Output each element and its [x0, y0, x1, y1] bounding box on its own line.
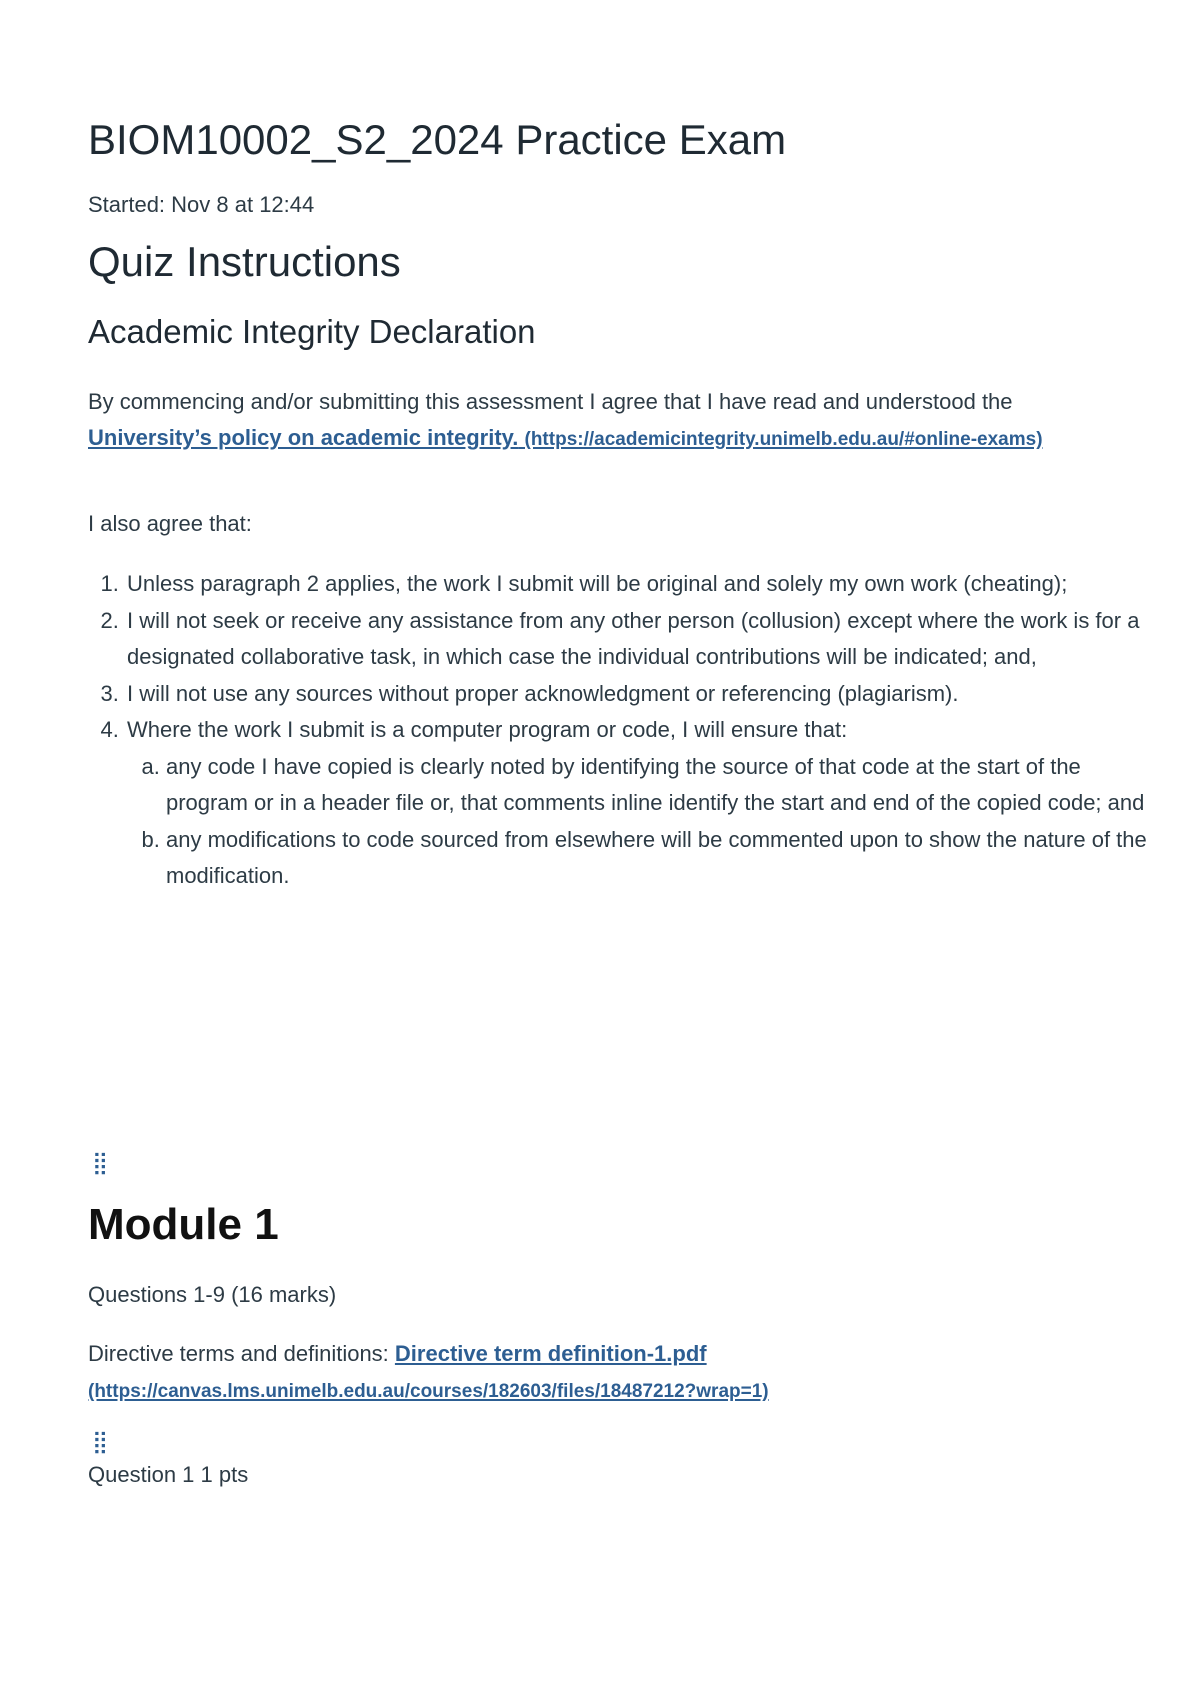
policy-link-url: (https://academicintegrity.unimelb.edu.au/#online-exams)	[524, 429, 1043, 450]
module-title: Module 1	[88, 1200, 279, 1249]
drag-handle-icon[interactable]: ⣿	[92, 1150, 108, 1175]
question-points: 1 pts	[200, 1462, 249, 1487]
declaration-intro-text: By commencing and/or submitting this assessment I agree that I have read and understood the	[88, 389, 1013, 414]
question-label: Question 1	[88, 1462, 195, 1487]
list-item-text: Where the work I submit is a computer program or code, I will ensure that:	[127, 717, 848, 742]
drag-handle-icon[interactable]: ⣿	[92, 1429, 108, 1454]
code-sublist	[127, 749, 1155, 895]
sublist-item: a. any code I have copied is clearly noted by identifying the source of that code at the start of the program or in a header file or, that comments inline identify the start and end of the copied code; and	[166, 749, 1155, 822]
exam-title: BIOM10002_S2_2024 Practice Exam	[88, 116, 787, 163]
list-item: 3. I will not use any sources without proper acknowledgment or referencing (plagiarism).	[125, 676, 1155, 713]
academic-integrity-heading: Academic Integrity Declaration	[88, 313, 536, 350]
directive-terms	[88, 1336, 1118, 1410]
module-questions-info: Questions 1-9 (16 marks)	[88, 1282, 337, 1307]
also-agree-text: I also agree that:	[88, 511, 252, 536]
declaration-intro	[88, 384, 1118, 458]
directive-link-text: Directive term definition-1.pdf	[394, 1341, 707, 1366]
directive-label: Directive terms and definitions:	[88, 1341, 395, 1366]
list-item	[125, 712, 1155, 895]
list-item: 2. I will not seek or receive any assistance from any other person (collusion) except where the work is for a designated collaborative task, in which case the individual contributions will be indicated; and,	[125, 603, 1155, 676]
declaration-list	[88, 566, 1155, 895]
policy-link-text: University’s policy on academic integrity.	[88, 425, 519, 450]
directive-link-url: (https://canvas.lms.unimelb.edu.au/courses/182603/files/18487212?wrap=1)	[88, 1381, 769, 1402]
sublist-item: b. any modifications to code sourced from elsewhere will be commented upon to show the nature of the modification.	[166, 822, 1155, 895]
academic-integrity-policy-link[interactable]	[88, 425, 1043, 450]
started-timestamp: Started: Nov 8 at 12:44	[88, 192, 315, 217]
question-header	[88, 1462, 248, 1488]
list-item: 1. Unless paragraph 2 applies, the work I submit will be original and solely my own work (cheating);	[125, 566, 1155, 603]
quiz-instructions-heading: Quiz Instructions	[88, 238, 401, 285]
